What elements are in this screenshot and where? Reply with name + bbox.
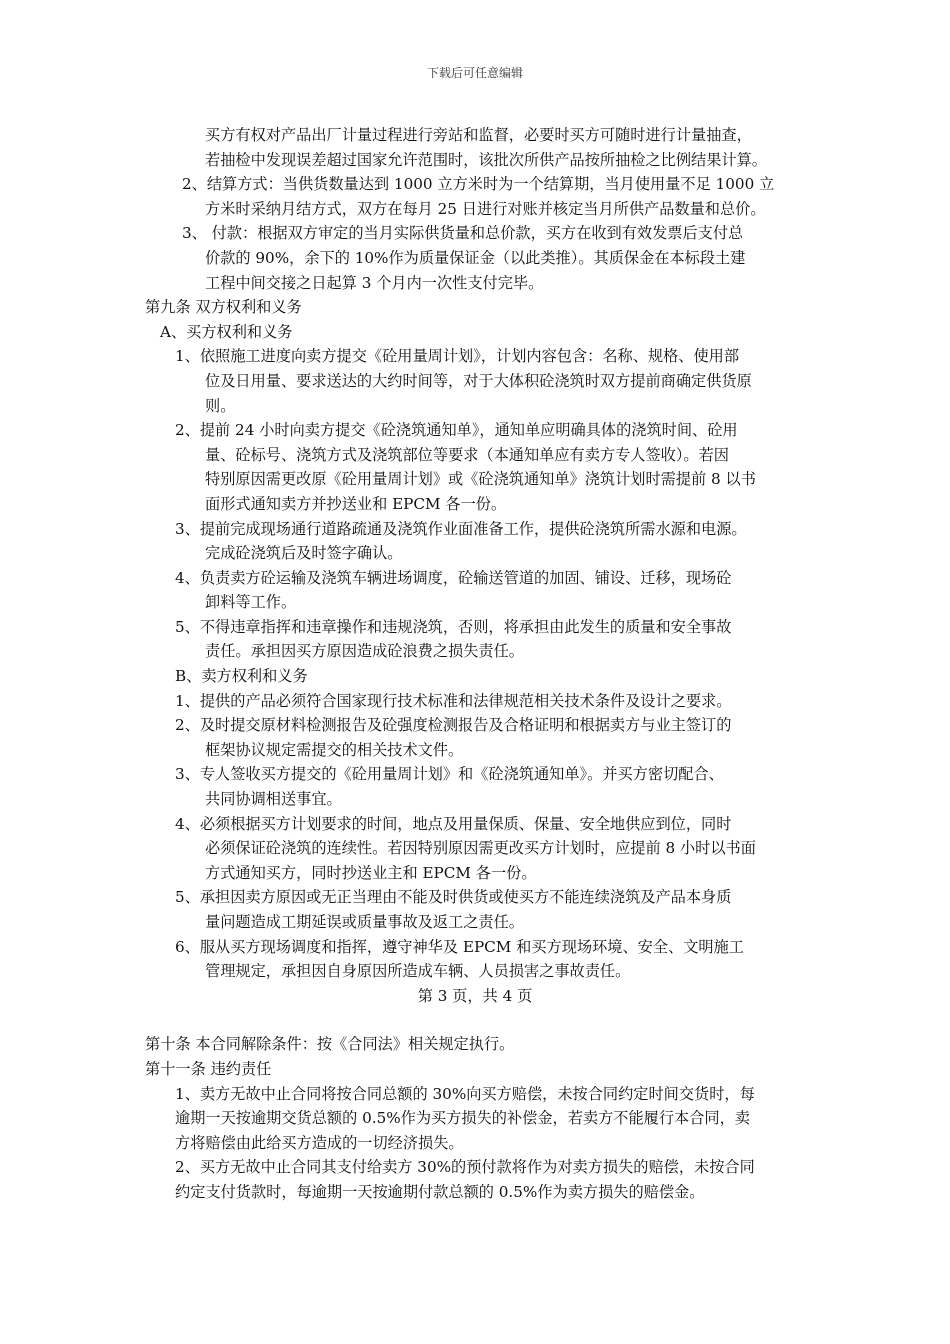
paragraph-line: 方米时采纳月结方式，双方在每月 25 日进行对账并核定当月所供产品数量和总价。 [205, 199, 766, 218]
paragraph-line: 框架协议规定需提交的相关技术文件。 [205, 740, 464, 759]
article-9-title: 第九条 双方权利和义务 [145, 298, 302, 317]
part-b-item: 2、及时提交原材料检测报告及砼强度检测报告及合格证明和根据卖方与业主签订的 [175, 716, 732, 735]
paragraph-line: 量问题造成工期延误或质量事故及返工之责任。 [205, 913, 524, 931]
paragraph-line: 卸料等工作。 [205, 593, 297, 612]
paragraph-line: 完成砼浇筑后及时签字确认。 [205, 544, 403, 563]
paragraph-line: 特别原因需更改原《砼用量周计划》或《砼浇筑通知单》浇筑计划时需提前 8 以书 [205, 470, 756, 489]
part-a-item: 3、提前完成现场通行道路疏通及浇筑作业面准备工作，提供砼浇筑所需水源和电源。 [175, 519, 747, 538]
part-b-item: 1、提供的产品必须符合国家现行技术标准和法律规范相关技术条件及设计之要求。 [175, 691, 732, 710]
part-b-item: 3、专人签收买方提交的《砼用量周计划》和《砼浇筑通知单》。并买方密切配合、 [175, 765, 724, 784]
page-header: 下载后可任意编辑 [426, 66, 523, 80]
part-b-item: 6、服从买方现场调度和指挥，遵守神华及 EPCM 和买方现场环境、安全、文明施工 [175, 937, 744, 956]
paragraph-line: 方式通知买方，同时抄送业主和 EPCM 各一份。 [205, 863, 537, 882]
paragraph-line: 面形式通知卖方并抄送业和 EPCM 各一份。 [205, 494, 507, 513]
paragraph-line: 共同协调相送事宜。 [205, 790, 342, 809]
paragraph-line: 约定支付货款时，每逾期一天按逾期付款总额的 0.5%作为卖方损失的赔偿金。 [175, 1182, 705, 1201]
part-b-item: 5、承担因卖方原因或无正当理由不能及时供货或使买方不能连续浇筑及产品本身质 [175, 888, 732, 907]
article-10: 第十条 本合同解除条件：按《合同法》相关规定执行。 [145, 1035, 515, 1054]
part-b-title: B、卖方权利和义务 [175, 667, 308, 686]
paragraph-line: 必须保证砼浇筑的连续性。若因特别原因需更改买方计划时，应提前 8 小时以书面 [205, 839, 756, 858]
paragraph-line: 逾期一天按逾期交货总额的 0.5%作为买方损失的补偿金，若卖方不能履行本合同，卖 [175, 1109, 750, 1128]
list-item-payment: 3、 付款：根据双方审定的当月实际供货量和总价款，买方在收到有效发票后支付总 [182, 224, 744, 243]
paragraph-line: 量、砼标号、浇筑方式及浇筑部位等要求（本通知单应有卖方专人签收）。若因 [205, 445, 729, 464]
article-11-item: 2、买方无故中止合同其支付给卖方 30%的预付款将作为对卖方损失的赔偿，未按合同 [175, 1158, 755, 1177]
paragraph-line: 则。 [205, 396, 236, 415]
article-11-item: 1、卖方无故中止合同将按合同总额的 30%向买方赔偿，未按合同约定时间交货时，每 [175, 1084, 755, 1103]
part-a-item: 1、依照施工进度向卖方提交《砼用量周计划》，计划内容包含：名称、规格、使用部 [175, 347, 740, 366]
paragraph-line: 工程中间交接之日起算 3 个月内一次性支付完毕。 [205, 273, 544, 292]
part-a-item: 5、不得违章指挥和违章操作和违规浇筑，否则，将承担由此发生的质量和安全事故 [175, 617, 732, 636]
page-break-gap [0, 1008, 950, 1032]
page-number: 第 3 页，共 4 页 [417, 986, 533, 1005]
part-a-item: 2、提前 24 小时向卖方提交《砼浇筑通知单》，通知单应明确具体的浇筑时间、砼用 [175, 421, 738, 440]
page-content [0, 123, 950, 1205]
part-b-item: 4、必须根据买方计划要求的时间，地点及用量保质、保量、安全地供应到位，同时 [175, 814, 732, 833]
paragraph-line: 管理规定，承担因自身原因所造成车辆、人员损害之事故责任。 [205, 962, 631, 981]
paragraph-line: 价款的 90%，余下的 10%作为质量保证金（以此类推）。其质保金在本标段土建 [205, 248, 746, 267]
list-item-settlement: 2、结算方式：当供货数量达到 1000 立方米时为一个结算期，当月使用量不足 1000 立 [182, 175, 775, 194]
paragraph-line: 方将赔偿由此给买方造成的一切经济损失。 [175, 1133, 464, 1152]
paragraph-line: 若抽检中发现误差超过国家允许范围时，该批次所供产品按所抽检之比例结果计算。 [205, 150, 767, 169]
part-a-item: 4、负责卖方砼运输及浇筑车辆进场调度，砼输送管道的加固、铺设、迁移，现场砼 [175, 568, 732, 587]
part-a-title: A、买方权利和义务 [160, 322, 293, 341]
paragraph-line: 位及日用量、要求送达的大约时间等，对于大体积砼浇筑时双方提前商确定供货原 [205, 371, 752, 390]
paragraph-line: 责任。承担因买方原因造成砼浪费之损失责任。 [205, 642, 524, 661]
paragraph-line: 买方有权对产品出厂计量过程进行旁站和监督，必要时买方可随时进行计量抽查， [205, 126, 752, 144]
article-11-title: 第十一条 违约责任 [145, 1059, 272, 1078]
